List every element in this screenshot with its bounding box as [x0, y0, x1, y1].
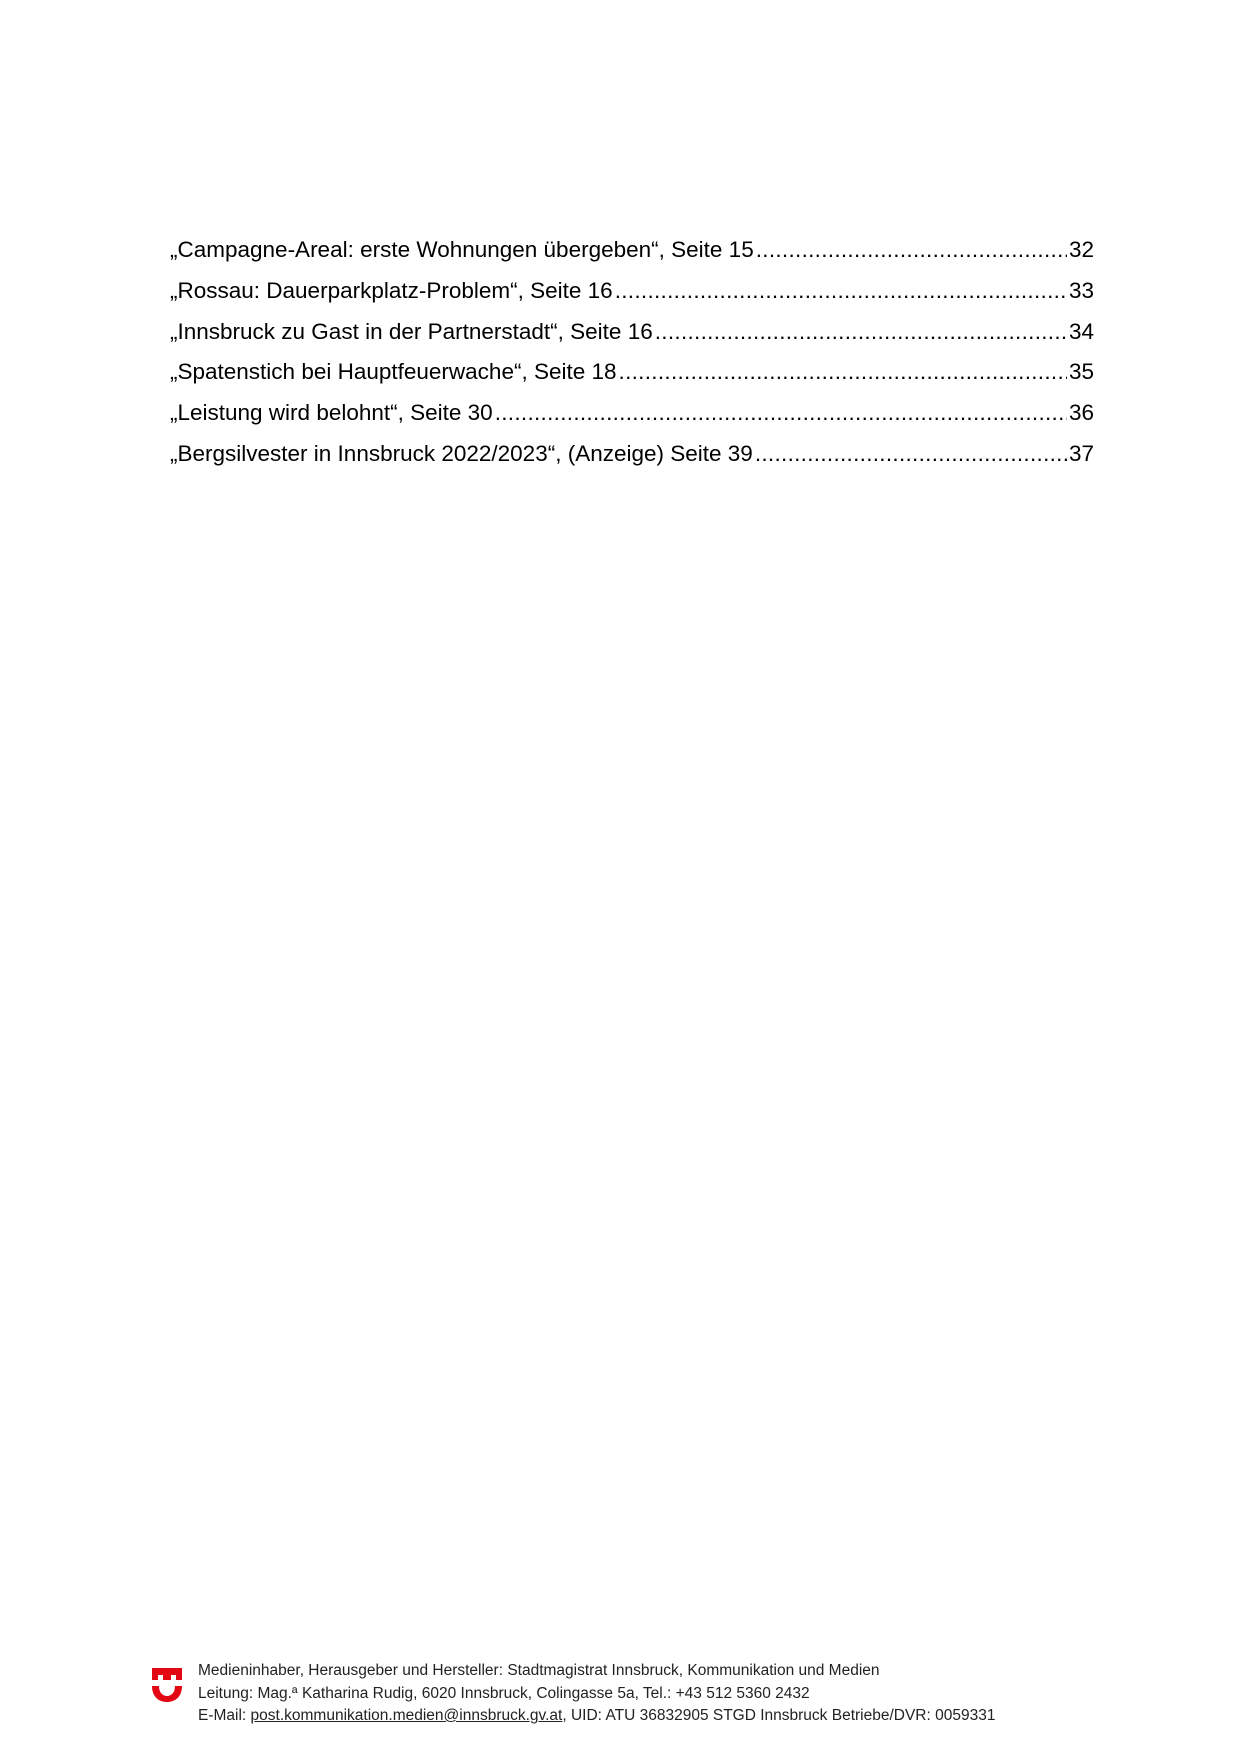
toc-entry[interactable]: [170, 393, 1094, 434]
toc-dot-leader: [756, 230, 1067, 271]
toc-dot-leader: [615, 271, 1067, 312]
toc-dot-leader: [655, 312, 1067, 353]
footer-contact-line: Leitung: Mag.ª Katharina Rudig, 6020 Innsbruck, Colingasse 5a, Tel.: +43 512 5360 2432: [198, 1684, 810, 1702]
toc-entry-title: „Spatenstich bei Hauptfeuerwache“, Seite 18: [170, 359, 617, 385]
page-footer: [150, 1660, 1090, 1728]
toc-entry-title: „Rossau: Dauerparkplatz-Problem“, Seite 16: [170, 277, 613, 303]
toc-entry-page: 34: [1068, 318, 1094, 344]
innsbruck-city-logo-icon: [150, 1664, 184, 1704]
toc-dot-leader: [755, 434, 1067, 475]
toc-entry-title: „Innsbruck zu Gast in der Partnerstadt“, Seite 16: [170, 318, 653, 344]
table-of-contents: [170, 230, 1094, 475]
footer-email-line: [198, 1705, 995, 1728]
toc-entry[interactable]: [170, 271, 1094, 312]
footer-email-label: E-Mail:: [198, 1707, 251, 1724]
toc-entry-title: „Campagne-Areal: erste Wohnungen übergeben“, Seite 15: [170, 237, 754, 262]
toc-entry-page: 36: [1068, 400, 1094, 426]
footer-publisher-line: Medieninhaber, Herausgeber und Hersteller: Stadtmagistrat Innsbruck, Kommunikation und Medien: [198, 1662, 880, 1679]
toc-dot-leader: [495, 393, 1067, 434]
toc-dot-leader: [619, 352, 1067, 393]
toc-entry-title: „Leistung wird belohnt“, Seite 30: [170, 400, 493, 426]
footer-imprint: [198, 1660, 995, 1728]
toc-entry-page: 35: [1068, 359, 1094, 385]
footer-uid-text: , UID: ATU 36832905 STGD Innsbruck Betriebe/DVR: 0059331: [562, 1707, 996, 1724]
footer-email-link[interactable]: post.kommunikation.medien@innsbruck.gv.at: [250, 1707, 563, 1724]
toc-entry-title: „Bergsilvester in Innsbruck 2022/2023“, (Anzeige) Seite 39: [170, 440, 753, 466]
toc-entry-page: 37: [1068, 440, 1094, 466]
toc-entry-page: 32: [1068, 237, 1094, 262]
toc-entry[interactable]: [170, 312, 1094, 353]
toc-entry[interactable]: [170, 352, 1094, 393]
toc-entry-page: 33: [1068, 277, 1094, 303]
toc-entry[interactable]: [170, 434, 1094, 475]
toc-entry[interactable]: [170, 230, 1094, 271]
